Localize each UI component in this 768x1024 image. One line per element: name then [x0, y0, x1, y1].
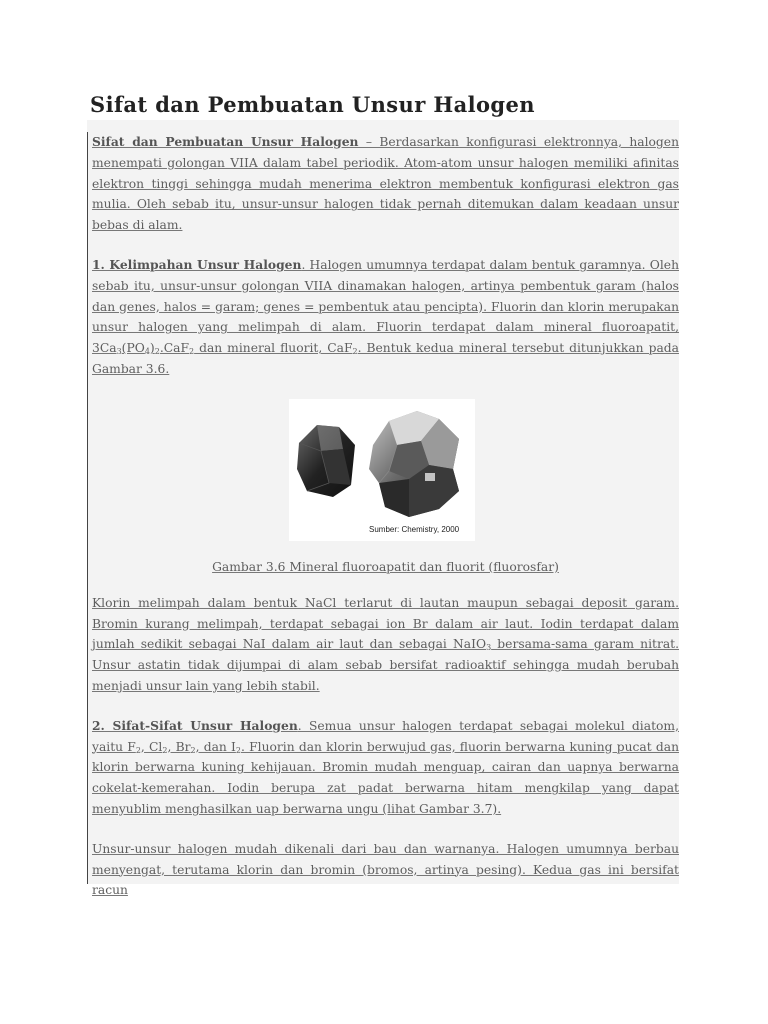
subscript: 4	[144, 347, 150, 357]
section-2-heading: 2. Sifat-Sifat Unsur Halogen	[92, 717, 298, 733]
section-2-text: . Fluorin dan klorin berwujud gas, fluorin berwarna kuning pucat dan klorin berwarna kuning kehijauan. Bromin mudah menguap, cairan dan uapnya berwarna cokelat-kemerahan. Iodin berupa zat padat berwarna hitam mengkilap yang dapat menyublim menghasilkan uap berwarna ungu (lihat Gambar 3.7).	[92, 739, 679, 816]
paragraph-3-text: Unsur-unsur halogen mudah dikenali dari bau dan warnanya. Halogen umumnya berbau menyengat, terutama klorin dan bromin (bromos, artinya pesing). Kedua gas ini bersifat racun	[92, 841, 679, 898]
section-2-text: , Cl	[140, 739, 163, 754]
page-title: Sifat dan Pembuatan Unsur Halogen	[87, 88, 679, 120]
section-2-text: . Semua unsur halogen terdapat sebagai molekul diatom, yaitu F	[92, 718, 679, 754]
section-1-text: dan mineral fluorit, CaF	[194, 341, 353, 356]
figure-source: Sumber: Chemistry, 2000	[368, 524, 459, 534]
subscript: 3	[486, 643, 492, 653]
article-body	[87, 132, 680, 898]
subscript: 2	[190, 745, 196, 755]
intro-lead: Sifat dan Pembuatan Unsur Halogen	[92, 134, 359, 149]
section-2-text: , dan I	[195, 739, 236, 754]
mineral-figure	[289, 399, 475, 541]
article	[87, 88, 680, 898]
section-2-text: , Br	[167, 739, 191, 754]
section-1-text: . Halogen umumnya terdapat dalam bentuk garamnya. Oleh sebab itu, unsur-unsur golongan VIIA dinamakan halogen, artinya pembentuk garam (halos dan genes, halos = garam; genes = pembentuk atau pencipta). Fluorin dan klorin merupakan unsur halogen yang melimpah di alam. Fluorin terdapat dalam mineral fluoroapatit, 3Ca	[92, 257, 679, 356]
section-2-paragraph	[92, 716, 679, 820]
section-1-text: )	[149, 341, 155, 356]
figure-caption: Gambar 3.6 Mineral fluoroapatit dan fluorit (fluorosfar)	[212, 559, 559, 574]
section-1-text: .CaF	[159, 341, 190, 356]
subscript: 3	[116, 347, 122, 357]
paragraph-3	[92, 839, 679, 901]
subscript: 2	[352, 347, 358, 357]
subscript: 2	[135, 745, 141, 755]
subscript: 2	[154, 347, 160, 357]
intro-paragraph	[92, 132, 679, 236]
subscript: 2	[162, 745, 168, 755]
subscript: 2	[235, 745, 241, 755]
section-1-paragraph	[92, 255, 679, 380]
paragraph-2-text: Klorin melimpah dalam bentuk NaCl terlarut di lautan maupun sebagai deposit garam. Bromin kurang melimpah, terdapat sebagai ion Br dalam air laut. Iodin terdapat dalam jumlah sedikit sebagai NaI dalam air laut dan sebagai NaIO	[92, 595, 679, 652]
paragraph-2	[92, 593, 679, 697]
section-1-text: . Bentuk kedua mineral tersebut ditunjukkan pada Gambar 3.6.	[92, 341, 679, 376]
paragraph-2-text: bersama-sama garam nitrat. Unsur astatin tidak dijumpai di alam sebab bersifat radioaktif sehingga mudah berubah menjadi unsur lain yang lebih stabil.	[92, 637, 680, 693]
subscript: 2	[189, 347, 195, 357]
section-1-heading: 1. Kelimpahan Unsur Halogen	[92, 256, 302, 272]
intro-text: – Berdasarkan konfigurasi elektronnya, halogen menempati golongan VIIA dalam tabel periodik. Atom-atom unsur halogen memiliki afinitas elektron tinggi sehingga mudah menerima elektron membentuk konfigurasi elektron gas mulia. Oleh sebab itu, unsur-unsur halogen tidak pernah ditemukan dalam keadaan unsur bebas di alam.	[92, 135, 679, 233]
section-1-text: (PO	[121, 341, 145, 356]
